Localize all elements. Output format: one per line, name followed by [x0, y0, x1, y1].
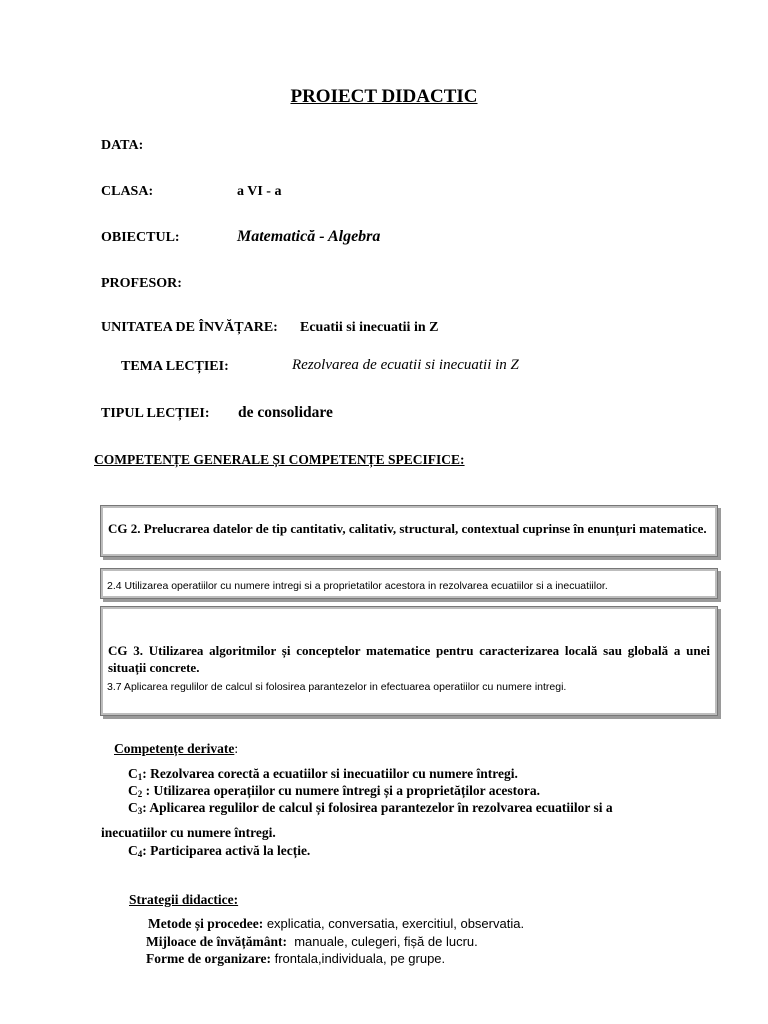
- mijloace-label: Mijloace de învățământ:: [146, 934, 287, 949]
- data-label: DATA:: [101, 138, 144, 153]
- unitatea-label: UNITATEA DE ÎNVĂȚARE:: [101, 320, 278, 335]
- c4-sub: 4: [137, 849, 143, 859]
- c2-label: C: [128, 783, 138, 798]
- derivate-heading-colon: :: [234, 741, 239, 756]
- c2-text: : Utilizarea operațiilor cu numere întregi și a proprietăților acestora.: [142, 783, 541, 798]
- cs24-text: 2.4 Utilizarea operatiilor cu numere intregi si a proprietatilor acestora in rezolvarea ecuatiilor si a inecuatiilor.: [107, 580, 608, 592]
- forme-line: [146, 951, 445, 967]
- c3-sub: 3: [137, 806, 143, 816]
- obiectul-value: Matematică - Algebra: [237, 228, 381, 245]
- c4-line: [128, 843, 310, 859]
- c1-text: : Rezolvarea corectă a ecuatiilor si inecuatiilor cu numere întregi.: [142, 766, 518, 781]
- c3-text: : Aplicarea regulilor de calcul și folosirea parantezelor în rezolvarea ecuatiilor si a: [142, 800, 613, 815]
- c3-label: C: [128, 800, 138, 815]
- cs37-text: 3.7 Aplicarea regulilor de calcul si folosirea parantezelor in efectuarea operatiilor cu numere intregi.: [107, 681, 567, 693]
- competente-heading: COMPETENȚE GENERALE ȘI COMPETENȚE SPECIFICE:: [94, 452, 465, 467]
- metode-line: [148, 916, 524, 932]
- tipul-label: TIPUL LECȚIEI:: [101, 406, 210, 421]
- page-title: PROIECT DIDACTIC: [290, 86, 478, 107]
- c1-line: [128, 766, 518, 782]
- metode-label: Metode și procedee:: [148, 916, 264, 931]
- c2-line: [128, 783, 540, 799]
- c1-label: C: [128, 766, 138, 781]
- c4-text: : Participarea activă la lecție.: [142, 843, 311, 858]
- metode-value: explicatia, conversatia, exercitiul, observatia.: [263, 916, 525, 931]
- derivate-heading-line: [114, 741, 238, 757]
- mijloace-value: manuale, culegeri, fișă de lucru.: [286, 934, 478, 949]
- c1-sub: 1: [137, 772, 143, 782]
- tema-value: Rezolvarea de ecuatii si inecuatii in Z: [292, 357, 519, 373]
- c3-line: [128, 800, 613, 816]
- clasa-value: a VI - a: [237, 184, 282, 199]
- tema-label: TEMA LECȚIEI:: [121, 359, 229, 374]
- obiectul-label: OBIECTUL:: [101, 230, 180, 245]
- cg3-text: CG 3. Utilizarea algoritmilor și conceptelor matematice pentru caracterizarea locală sau globală a unei situații concrete.: [108, 643, 710, 675]
- cg2-box: [100, 505, 718, 557]
- cs24-box: [100, 568, 718, 599]
- c4-label: C: [128, 843, 138, 858]
- profesor-label: PROFESOR:: [101, 276, 182, 291]
- tipul-value: de consolidare: [238, 404, 333, 421]
- forme-value: frontala,individuala, pe grupe.: [270, 951, 446, 966]
- cg2-text: CG 2. Prelucrarea datelor de tip cantitativ, calitativ, structural, contextual cuprinse în enunțuri matematice.: [108, 521, 707, 536]
- clasa-label: CLASA:: [101, 184, 154, 199]
- cg3-box: [100, 606, 718, 716]
- forme-label: Forme de organizare:: [146, 951, 271, 966]
- c3-continuation: inecuatiilor cu numere întregi.: [101, 825, 276, 840]
- mijloace-line: [146, 934, 478, 950]
- derivate-heading: Competențe derivate: [114, 741, 235, 756]
- strategii-heading: Strategii didactice:: [129, 892, 239, 907]
- c2-sub: 2: [137, 789, 143, 799]
- unitatea-value: Ecuatii si inecuatii in Z: [300, 320, 439, 335]
